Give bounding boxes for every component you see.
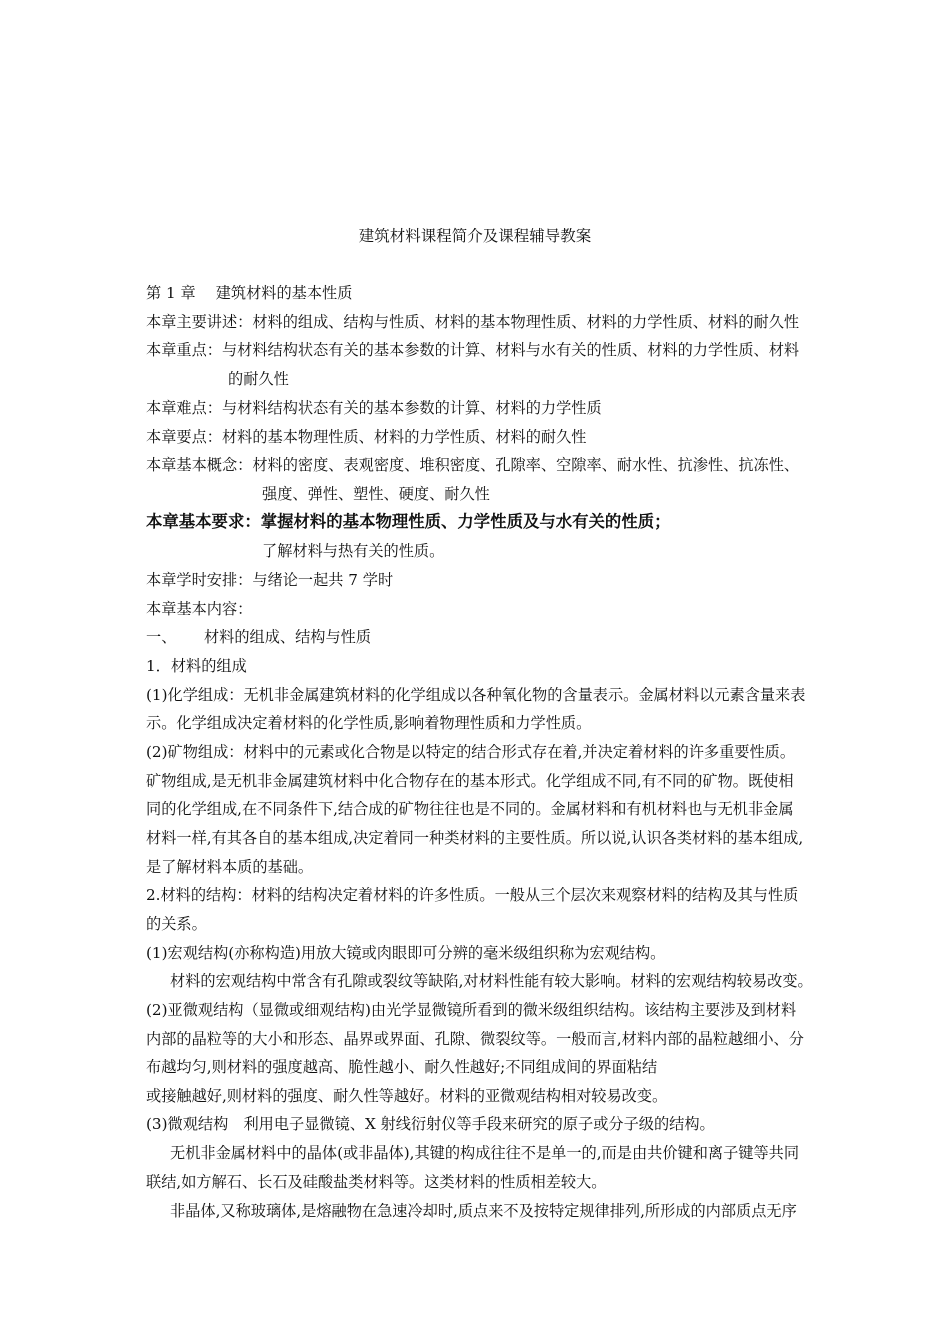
- paragraph-line: (1)化学组成：无机非金属建筑材料的化学组成以各种氧化物的含量表示。金属材料以元素含量来表: [146, 686, 806, 704]
- paragraph-line: 无机非金属材料中的晶体(或非晶体),其键的构成往往不是单一的,而是由共价键和离子键等共同: [170, 1144, 800, 1162]
- summary-concepts: 本章基本概念：材料的密度、表观密度、堆积密度、孔隙率、空隙率、耐水性、抗渗性、抗冻性、: [146, 456, 800, 474]
- paragraph-line: 非晶体,又称玻璃体,是熔融物在急速冷却时,质点来不及按特定规律排列,所形成的内部质点无序: [170, 1202, 797, 1220]
- chapter-heading: 第 1 章 建筑材料的基本性质: [146, 284, 353, 302]
- paragraph-line: (2)矿物组成：材料中的元素或化合物是以特定的结合形式存在着,并决定着材料的许多重要性质。: [146, 743, 796, 761]
- paragraph-line: 或接触越好,则材料的强度、耐久性等越好。材料的亚微观结构相对较易改变。: [146, 1087, 668, 1105]
- subsection-heading: 1．材料的组成: [146, 657, 247, 675]
- paragraph-line: 材料一样,有其各自的基本组成,决定着同一种类材料的主要性质。所以说,认识各类材料的基本组成,: [146, 829, 804, 847]
- paragraph-line: 的关系。: [146, 915, 207, 933]
- paragraph-line: (3)微观结构 利用电子显微镜、X 射线衍射仪等手段来研究的原子或分子级的结构。: [146, 1115, 715, 1133]
- paragraph-line: (2)亚微观结构（显微或细观结构)由光学显微镜所看到的微米级组织结构。该结构主要涉及到材料: [146, 1001, 797, 1019]
- summary-concepts-cont: 强度、弹性、塑性、硬度、耐久性: [262, 485, 490, 503]
- paragraph-line: 同的化学组成,在不同条件下,结合成的矿物往往也是不同的。金属材料和有机材料也与无机非金属: [146, 800, 794, 818]
- paragraph-line: 是了解材料本质的基础。: [146, 858, 314, 876]
- summary-requirements-cont: 了解材料与热有关的性质。: [262, 542, 445, 560]
- summary-focus-cont: 的耐久性: [228, 370, 289, 388]
- summary-hours: 本章学时安排：与绪论一起共 7 学时: [146, 571, 394, 589]
- summary-difficulty: 本章难点：与材料结构状态有关的基本参数的计算、材料的力学性质: [146, 399, 602, 417]
- document-title: 建筑材料课程简介及课程辅导教案: [358, 227, 592, 245]
- paragraph-line: 2.材料的结构：材料的结构决定着材料的许多性质。一般从三个层次来观察材料的结构及其与性质: [146, 886, 799, 904]
- paragraph-line: 布越均匀,则材料的强度越高、脆性越小、耐久性越好;不同组成间的界面粘结: [146, 1058, 658, 1076]
- paragraph-line: 矿物组成,是无机非金属建筑材料中化合物存在的基本形式。化学组成不同,有不同的矿物。既使相: [146, 772, 794, 790]
- paragraph-line: 内部的晶粒等的大小和形态、晶界或界面、孔隙、微裂纹等。一般而言,材料内部的晶粒越细小、分: [146, 1030, 804, 1048]
- paragraph-line: 示。化学组成决定着材料的化学性质,影响着物理性质和力学性质。: [146, 714, 592, 732]
- section-heading: 一、 材料的组成、结构与性质: [146, 628, 372, 646]
- summary-requirements: 本章基本要求：掌握材料的基本物理性质、力学性质及与水有关的性质；: [146, 512, 671, 531]
- paragraph-line: 材料的宏观结构中常含有孔隙或裂纹等缺陷,对材料性能有较大影响。材料的宏观结构较易改变。: [170, 972, 813, 990]
- summary-main: 本章主要讲述：材料的组成、结构与性质、材料的基本物理性质、材料的力学性质、材料的耐久性: [146, 313, 800, 331]
- summary-focus: 本章重点：与材料结构状态有关的基本参数的计算、材料与水有关的性质、材料的力学性质、材料: [146, 341, 800, 359]
- paragraph-line: (1)宏观结构(亦称构造)用放大镜或肉眼即可分辨的毫米级组织称为宏观结构。: [146, 944, 666, 962]
- summary-keypoints: 本章要点：材料的基本物理性质、材料的力学性质、材料的耐久性: [146, 428, 587, 446]
- paragraph-line: 联结,如方解石、长石及硅酸盐类材料等。这类材料的性质相差较大。: [146, 1173, 607, 1191]
- summary-content: 本章基本内容：: [146, 600, 253, 618]
